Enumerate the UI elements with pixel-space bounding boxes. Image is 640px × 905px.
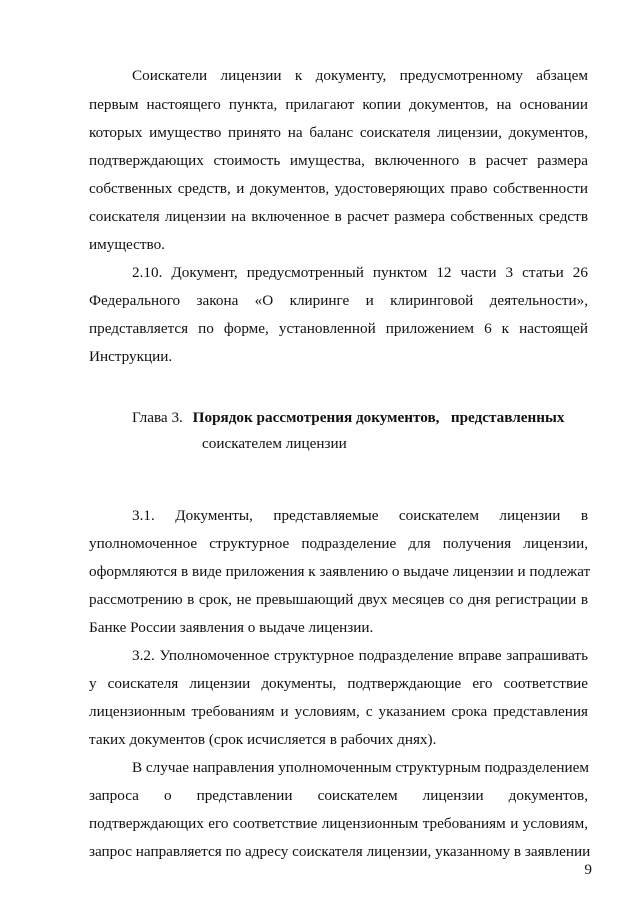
chapter-title-line1: Порядок рассмотрения документов, представленных xyxy=(192,409,565,426)
paragraph-line: Соискатели лицензии к документу, предусмотренному абзацем xyxy=(132,67,588,84)
paragraph-line: подтверждающих стоимость имущества, включенного в расчет размера xyxy=(89,152,588,169)
paragraph-line: 3.1. Документы, представляемые соискателем лицензии в xyxy=(132,507,588,524)
paragraph-line: 3.2. Уполномоченное структурное подразделение вправе запрашивать xyxy=(132,647,588,664)
paragraph-line: Федерального закона «О клиринге и клиринговой деятельности», xyxy=(89,292,588,309)
paragraph-line: Банке России заявления о выдаче лицензии. xyxy=(89,619,374,636)
paragraph-line: В случае направления уполномоченным структурным подразделением xyxy=(132,759,589,776)
paragraph-line: уполномоченное структурное подразделение для получения лицензии, xyxy=(89,535,588,552)
paragraph-line: которых имущество принято на баланс соискателя лицензии, документов, xyxy=(89,124,588,141)
paragraph-line: у соискателя лицензии документы, подтверждающие его соответствие xyxy=(89,675,588,692)
paragraph-line: представляется по форме, установленной приложением 6 к настоящей xyxy=(89,320,588,337)
paragraph-line: имущество. xyxy=(89,236,165,253)
chapter-heading xyxy=(132,409,564,427)
chapter-label: Глава 3. xyxy=(132,409,183,426)
paragraph-line: первым настоящего пункта, прилагают копии документов, на основании xyxy=(89,96,588,113)
paragraph-line: таких документов (срок исчисляется в рабочих днях). xyxy=(89,731,437,748)
page-number: 9 xyxy=(584,861,592,878)
paragraph-line: рассмотрению в срок, не превышающий двух месяцев со дня регистрации в xyxy=(89,591,588,608)
paragraph-line: оформляются в виде приложения к заявлению о выдаче лицензии и подлежат xyxy=(89,563,591,580)
paragraph-line: подтверждающих его соответствие лицензионным требованиям и условиям, xyxy=(89,815,588,832)
paragraph-line: собственных средств, и документов, удостоверяющих право собственности xyxy=(89,180,588,197)
paragraph-line: запроса о представлении соискателем лицензии документов, xyxy=(89,787,588,804)
paragraph-line: соискателя лицензии на включенное в расчет размера собственных средств xyxy=(89,208,588,225)
paragraph-line: запрос направляется по адресу соискателя лицензии, указанному в заявлении xyxy=(89,843,591,860)
paragraph-line: лицензионным требованиям и условиям, с указанием срока представления xyxy=(89,703,588,720)
chapter-title-line2: соискателем лицензии xyxy=(202,435,347,452)
paragraph-line: 2.10. Документ, предусмотренный пунктом 12 части 3 статьи 26 xyxy=(132,264,588,281)
paragraph-line: Инструкции. xyxy=(89,348,173,365)
